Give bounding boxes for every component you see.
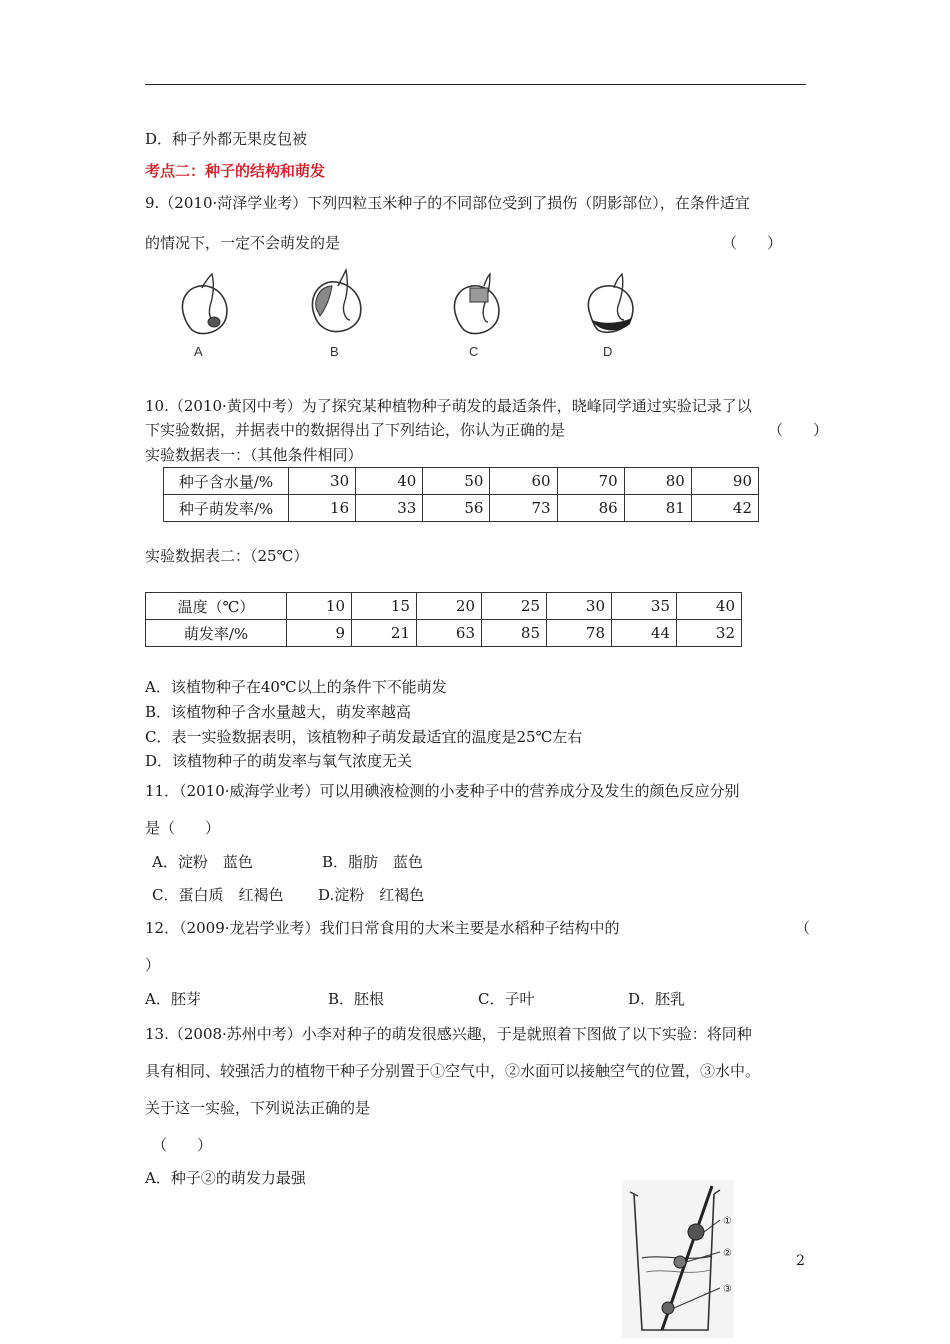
table-cell: 85 xyxy=(482,620,547,647)
table-row xyxy=(146,593,742,620)
q13-option-a: A．种子②的萌发力最强 xyxy=(145,1169,306,1187)
table-cell: 温度（℃） xyxy=(146,593,287,620)
table-cell: 15 xyxy=(352,593,417,620)
seed-c-image xyxy=(444,272,514,342)
table-row xyxy=(146,620,742,647)
q10-line1: 10.（2010·黄冈中考）为了探究某种植物种子萌发的最适条件，晓峰同学通过实验记录了以 xyxy=(145,397,752,415)
seed-label-c: C xyxy=(469,344,479,359)
beaker-label-1: ① xyxy=(723,1216,732,1227)
q9-line1: 9.（2010·菏泽学业考）下列四粒玉米种子的不同部位受到了损伤（阴影部位），在条件适宜 xyxy=(145,194,750,212)
q12-line1: 12．（2009·龙岩学业考）我们日常食用的大米主要是水稻种子结构中的 xyxy=(145,919,620,937)
section-heading: 考点二：种子的结构和萌发 xyxy=(145,162,326,180)
table-cell: 21 xyxy=(352,620,417,647)
table-cell: 42 xyxy=(691,495,758,522)
q11-option-c: C．蛋白质 红褐色 xyxy=(152,886,284,904)
header-rule xyxy=(145,84,806,85)
table-cell: 32 xyxy=(677,620,742,647)
table-cell: 33 xyxy=(356,495,423,522)
q12-paren-close: ） xyxy=(145,956,161,974)
table-cell: 16 xyxy=(289,495,356,522)
table2 xyxy=(145,592,742,647)
table-cell: 44 xyxy=(612,620,677,647)
table-cell: 80 xyxy=(624,468,691,495)
table-cell: 73 xyxy=(490,495,557,522)
q10-option-c: C．表一实验数据表明，该植物种子萌发最适宜的温度是25℃左右 xyxy=(145,728,583,746)
q10-line2: 下实验数据，并据表中的数据得出了下列结论，你认为正确的是 xyxy=(145,421,566,439)
q13-line3: 关于这一实验，下列说法正确的是 xyxy=(145,1099,371,1117)
q9-line2: 的情况下，一定不会萌发的是 xyxy=(145,234,341,252)
beaker-label-3: ③ xyxy=(723,1284,732,1295)
table-cell: 30 xyxy=(547,593,612,620)
seed-label-b: B xyxy=(330,344,339,359)
table-cell: 35 xyxy=(612,593,677,620)
q12-option-a: A．胚芽 xyxy=(145,990,201,1008)
seed-label-d: D xyxy=(603,344,613,359)
q12-option-b: B．胚根 xyxy=(328,990,385,1008)
q11-option-a: A．淀粉 蓝色 xyxy=(152,853,253,871)
q10-option-a: A．该植物种子在40℃以上的条件下不能萌发 xyxy=(145,678,447,696)
seed-d-image xyxy=(578,272,648,344)
table2-caption: 实验数据表二：（25℃） xyxy=(145,547,309,565)
table-cell: 78 xyxy=(547,620,612,647)
table-row xyxy=(164,468,759,495)
q12-option-d: D．胚乳 xyxy=(628,990,686,1008)
beaker-experiment-image xyxy=(622,1180,734,1338)
table-cell: 10 xyxy=(287,593,352,620)
seed-b-image xyxy=(304,268,374,340)
seed-label-a: A xyxy=(194,344,203,359)
q10-option-b: B．该植物种子含水量越大，萌发率越高 xyxy=(145,703,412,721)
option-d-previous: D．种子外都无果皮包被 xyxy=(145,130,308,148)
q12-paren-open: （ xyxy=(795,919,811,937)
table1 xyxy=(163,467,759,522)
q11-line1: 11．（2010·威海学业考）可以用碘液检测的小麦种子中的营养成分及发生的颜色反应分别 xyxy=(145,782,740,800)
q10-option-d: D．该植物种子的萌发率与氧气浓度无关 xyxy=(145,752,413,770)
table-cell: 60 xyxy=(490,468,557,495)
table-cell: 40 xyxy=(677,593,742,620)
table-row xyxy=(164,495,759,522)
q11-line2: 是（ ） xyxy=(145,819,221,837)
page-number: 2 xyxy=(796,1253,805,1269)
table-cell: 63 xyxy=(417,620,482,647)
table-cell: 9 xyxy=(287,620,352,647)
q10-answer-paren: （ ） xyxy=(768,421,829,439)
table-cell: 萌发率/% xyxy=(146,620,287,647)
table-cell: 种子萌发率/% xyxy=(164,495,289,522)
table-cell: 86 xyxy=(557,495,624,522)
table-cell: 56 xyxy=(423,495,490,522)
table-cell: 81 xyxy=(624,495,691,522)
table-cell: 40 xyxy=(356,468,423,495)
table-cell: 30 xyxy=(289,468,356,495)
q11-option-b: B．脂肪 蓝色 xyxy=(322,853,424,871)
q12-option-c: C．子叶 xyxy=(478,990,535,1008)
table-cell: 种子含水量/% xyxy=(164,468,289,495)
q13-line2: 具有相同、较强活力的植物干种子分别置于①空气中，②水面可以接触空气的位置，③水中。 xyxy=(145,1062,761,1080)
table-cell: 50 xyxy=(423,468,490,495)
q13-answer-paren: （ ） xyxy=(152,1136,213,1154)
q9-answer-paren: （ ） xyxy=(722,234,783,252)
q11-option-d: D.淀粉 红褐色 xyxy=(318,886,425,904)
beaker-label-2: ② xyxy=(723,1248,732,1259)
table-cell: 70 xyxy=(557,468,624,495)
q13-line1: 13.（2008·苏州中考）小李对种子的萌发很感兴趣，于是就照着下图做了以下实验：将同种 xyxy=(145,1025,752,1043)
table-cell: 90 xyxy=(691,468,758,495)
table-cell: 25 xyxy=(482,593,547,620)
seed-a-image xyxy=(172,272,242,342)
table-cell: 20 xyxy=(417,593,482,620)
table1-caption: 实验数据表一：（其他条件相同） xyxy=(145,446,363,464)
